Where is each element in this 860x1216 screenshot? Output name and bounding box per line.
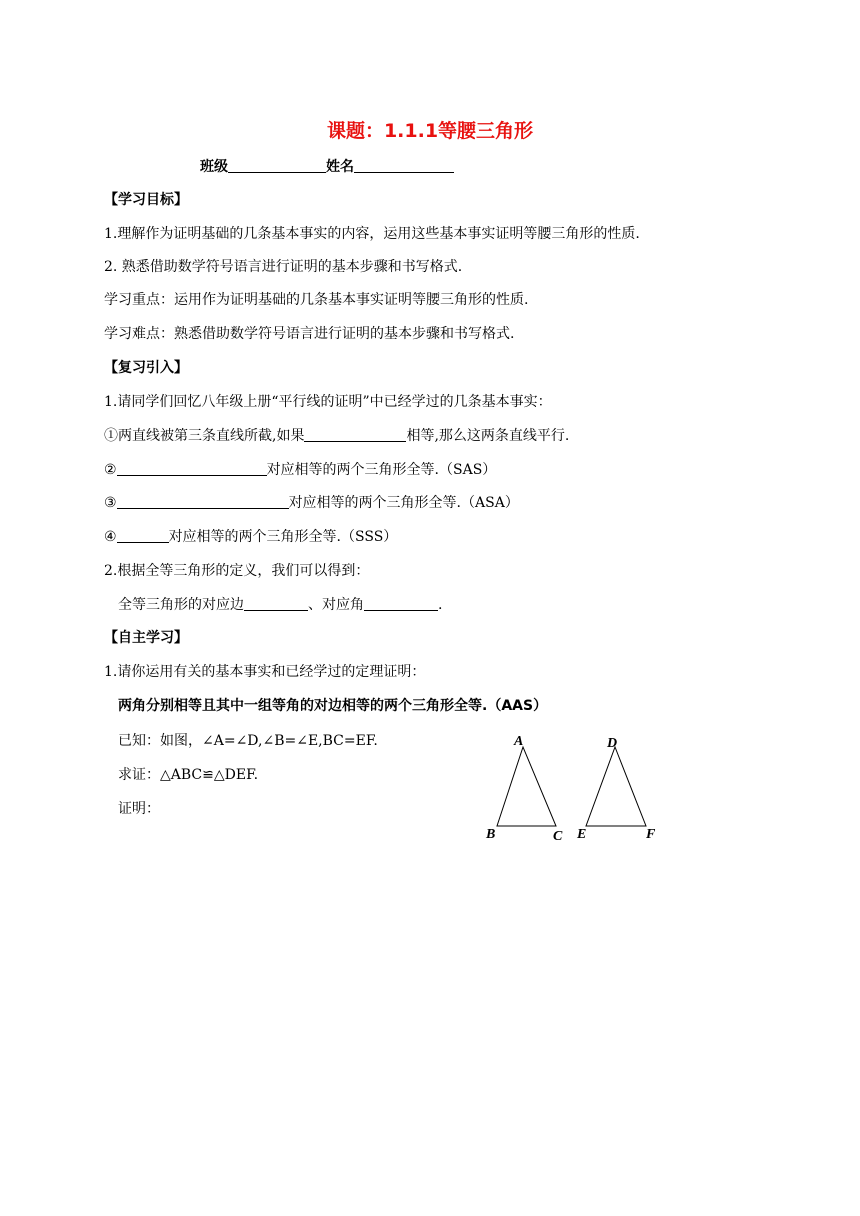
page-title: 课题：1.1.1等腰三角形 <box>326 120 534 142</box>
vertex-label-e: E <box>577 827 587 842</box>
fact-4-blank[interactable] <box>117 528 169 543</box>
fact-4 <box>104 528 397 546</box>
corresponding-angles-label: 、对应角 <box>308 597 364 613</box>
goal-item-2: 2. 熟悉借助数学符号语言进行证明的基本步骤和书写格式. <box>104 259 463 275</box>
fact-1-text-b: 相等,那么这两条直线平行. <box>406 428 570 444</box>
triangles-figure <box>470 725 690 850</box>
theorem-statement: 两角分别相等且其中一组等角的对边相等的两个三角形全等.（AAS） <box>118 698 548 714</box>
fact-2 <box>104 461 496 479</box>
vertex-label-b: B <box>486 827 496 842</box>
congruence-definition <box>118 596 442 614</box>
vertex-label-a: A <box>514 734 524 749</box>
section-header-goals: 【学习目标】 <box>104 192 188 208</box>
corresponding-sides-blank[interactable] <box>244 596 308 611</box>
fact-2-blank[interactable] <box>117 461 267 476</box>
review-question-2: 2.根据全等三角形的定义，我们可以得到： <box>104 563 370 579</box>
section-header-self-study: 【自主学习】 <box>104 630 188 646</box>
fact-2-text-b: 对应相等的两个三角形全等.（SAS） <box>266 462 497 478</box>
corresponding-sides-label: 全等三角形的对应边 <box>118 597 244 613</box>
key-point: 学习重点：运用作为证明基础的几条基本事实证明等腰三角形的性质. <box>104 292 529 308</box>
goal-item-1: 1.理解作为证明基础的几条基本事实的内容，运用这些基本事实证明等腰三角形的性质. <box>104 226 640 242</box>
fact-1-text-a: ①两直线被第三条直线所截,如果 <box>104 428 305 444</box>
fact-3-text-a: ③ <box>104 495 117 511</box>
fact-2-text-a: ② <box>104 462 117 478</box>
self-study-question-1: 1.请你运用有关的基本事实和已经学过的定理证明： <box>104 664 426 680</box>
name-blank[interactable] <box>354 158 454 173</box>
fact-3-text-b: 对应相等的两个三角形全等.（ASA） <box>288 495 519 511</box>
fact-4-text-b: 对应相等的两个三角形全等.（SSS） <box>168 529 398 545</box>
fact-3-blank[interactable] <box>117 494 289 509</box>
class-label: 班级 <box>200 159 228 175</box>
class-blank[interactable] <box>228 158 326 173</box>
vertex-label-d: D <box>607 736 618 751</box>
triangle-def <box>586 747 646 826</box>
vertex-label-c: C <box>553 829 563 844</box>
corresponding-angles-blank[interactable] <box>364 596 438 611</box>
vertex-label-f: F <box>646 827 656 842</box>
difficulty: 学习难点：熟悉借助数学符号语言进行证明的基本步骤和书写格式. <box>104 326 515 342</box>
proof-label: 证明： <box>118 801 160 817</box>
fact-3 <box>104 494 519 512</box>
student-info-line <box>200 158 454 176</box>
fact-1 <box>104 427 569 445</box>
triangle-abc <box>497 747 556 826</box>
fact-4-text-a: ④ <box>104 529 117 545</box>
prove-statement: 求证：△ABC≌△DEF. <box>118 767 259 783</box>
name-label: 姓名 <box>326 159 354 175</box>
review-question-1: 1.请同学们回忆八年级上册“平行线的证明”中已经学过的几条基本事实： <box>104 394 552 410</box>
fact-1-blank[interactable] <box>304 427 406 442</box>
given-statement: 已知：如图，∠A=∠D,∠B=∠E,BC=EF. <box>118 733 378 749</box>
section-header-review: 【复习引入】 <box>104 360 188 376</box>
definition-period: . <box>438 597 443 613</box>
